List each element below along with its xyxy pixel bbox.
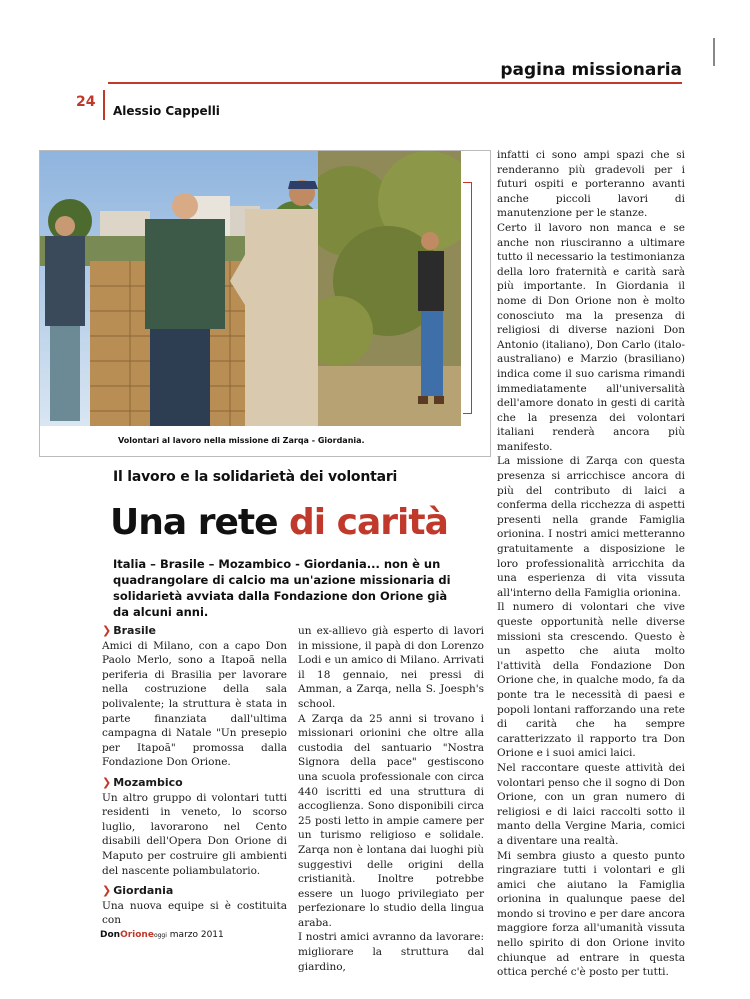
margin-mark bbox=[713, 38, 715, 66]
subhead-label: Giordania bbox=[113, 884, 174, 898]
subhead-mozambico bbox=[102, 776, 287, 791]
photo-bracket bbox=[463, 182, 472, 414]
text-column-3 bbox=[497, 148, 685, 980]
volunteers-photo bbox=[40, 151, 318, 426]
header-rule-vertical bbox=[103, 90, 105, 120]
paragraph: Una nuova equipe si è costituita con bbox=[102, 899, 287, 927]
paragraph: un ex-allievo già esperto di lavori in missione, il papà di don Lorenzo Lodi e un amico di Milano. Arrivati il 18 gennaio, nei pressi di Amman, a Zarqa, nella S. Joesph's school. bbox=[298, 625, 484, 710]
brand-oggi: oggi bbox=[153, 932, 167, 939]
title-plain: Una rete bbox=[110, 502, 290, 543]
paragraph: I nostri amici avranno da lavorare: migliorare la struttura dal giardino, bbox=[298, 931, 484, 973]
title-accent: di carità bbox=[289, 502, 448, 543]
subhead-label: Mozambico bbox=[113, 775, 183, 789]
chevron-right-icon: ❯ bbox=[102, 775, 112, 789]
paragraph: Nel raccontare queste attività dei volontari penso che il sogno di Don Orione, con un gran numero di religiosi e di laici raccolti sotto il manto della Vergine Maria, comici a diventare una realtà. bbox=[497, 761, 685, 847]
chevron-right-icon: ❯ bbox=[102, 624, 112, 637]
paragraph: Certo il lavoro non manca e se anche non riusciranno a ultimare tutto il necessario la testimonianza della loro fraternità e carità sarà più importante. In Giordania il nome di Don Orione non è molto conosciuto ma la presenza di religiosi di diverse nazioni Don Antonio (italiano), Don Carlo (italo-australiano) e Marzio (brasiliano) indica come il suo carisma rimandi immediatamente all'universalità dell'amore donato in gesti di carità che la presenza dei volontari italiani renderà ancora più manifesto. bbox=[497, 221, 685, 453]
author-name: Alessio Cappelli bbox=[113, 104, 220, 118]
subhead-brasile bbox=[102, 624, 287, 639]
subhead-giordania bbox=[102, 884, 287, 899]
brand-don: Don bbox=[100, 930, 121, 940]
article-title bbox=[110, 502, 448, 543]
paragraph: Il numero di volontari che vive queste opportunità nelle diverse missioni sta crescendo. Questo è un aspetto che aiuta molto l'attività della Fondazione Don Orione che, in qualche modo, fa da ponte tra le necessità di paesi e popoli lontani rafforzando una rete di carità che ha sempre caratterizzato il rapporto tra Don Orione e i suoi amici laici. bbox=[497, 601, 685, 760]
article-intro: Italia – Brasile – Mozambico - Giordania... non è un quadrangolare di calcio ma un'azione missionaria di solidarietà avviata dalla Fondazione don Orione già da alcuni anni. bbox=[113, 557, 451, 619]
footer-brand bbox=[100, 930, 224, 940]
paragraph: La missione di Zarqa con questa presenza si arricchisce ancora di più del contributo di laici a conferma della ricchezza di aspetti presenti nella grande Famiglia orionina. I nostri amici metteranno gratuitamente a disposizione le loro professionalità arricchita da una esperienza di vita vissuta all'interno della Famiglia orionina. bbox=[497, 455, 685, 599]
paragraph: Un altro gruppo di volontari tutti residenti in veneto, lo scorso luglio, lavorarono nel Cento disabili dell'Opera Don Orione di Maputo per costruire gli ambienti del nascente poliambulatorio. bbox=[102, 791, 287, 877]
section-label: pagina missionaria bbox=[500, 60, 682, 80]
issue-date: marzo 2011 bbox=[169, 930, 224, 940]
brand-orione: Orione bbox=[120, 930, 154, 940]
olive-tree-photo bbox=[318, 151, 461, 426]
paragraph: A Zarqa da 25 anni si trovano i missionari orionini che oltre alla custodia del santuario "Nostra Signora della pace" gestiscono una scuola professionale con circa 440 iscritti ed una struttura di accoglienza. Sono disponibili circa 25 posti letto in ampie camere per un turismo religioso e solidale. Zarqa non è lontana dai luoghi più suggestivi delle origini della cristianità. Inoltre potrebbe essere un luogo privilegiato per perfezionare lo studio della lingua araba. bbox=[298, 712, 484, 929]
paragraph: Amici di Milano, con a capo Don Paolo Merlo, sono a Itapoã nella periferia di Brasilia per lavorare nella costruzione della sala polivalente; la struttura è stata in parte finanziata dall'ultima campagna di Natale "Un presepio per Itapoã" promossa dalla Fondazione Don Orione. bbox=[102, 639, 287, 769]
chevron-right-icon: ❯ bbox=[102, 884, 112, 898]
header-rule bbox=[108, 82, 682, 84]
text-column-1 bbox=[102, 624, 287, 928]
photo-caption: Volontari al lavoro nella missione di Zarqa - Giordania. bbox=[118, 436, 365, 445]
paragraph: infatti ci sono ampi spazi che si renderanno più gradevoli per i futuri ospiti e porteranno avanti anche piccoli lavori di manutenzione per le stanze. bbox=[497, 149, 685, 220]
paragraph: Mi sembra giusto a questo punto ringraziare tutti i volontari e gli amici che aiutano la Famiglia orionina in qualunque paese del mondo si trovino e per dare ancora maggiore forza all'umanità vissuta nello spirito di don Orione invito chiunque ad entrare in questa ottica perché c'è posto per tutti. bbox=[497, 849, 685, 979]
article-kicker: Il lavoro e la solidarietà dei volontari bbox=[113, 469, 398, 485]
subhead-label: Brasile bbox=[113, 624, 156, 637]
photo-frame bbox=[39, 150, 491, 457]
page-number: 24 bbox=[76, 94, 96, 110]
text-column-2 bbox=[298, 624, 484, 974]
